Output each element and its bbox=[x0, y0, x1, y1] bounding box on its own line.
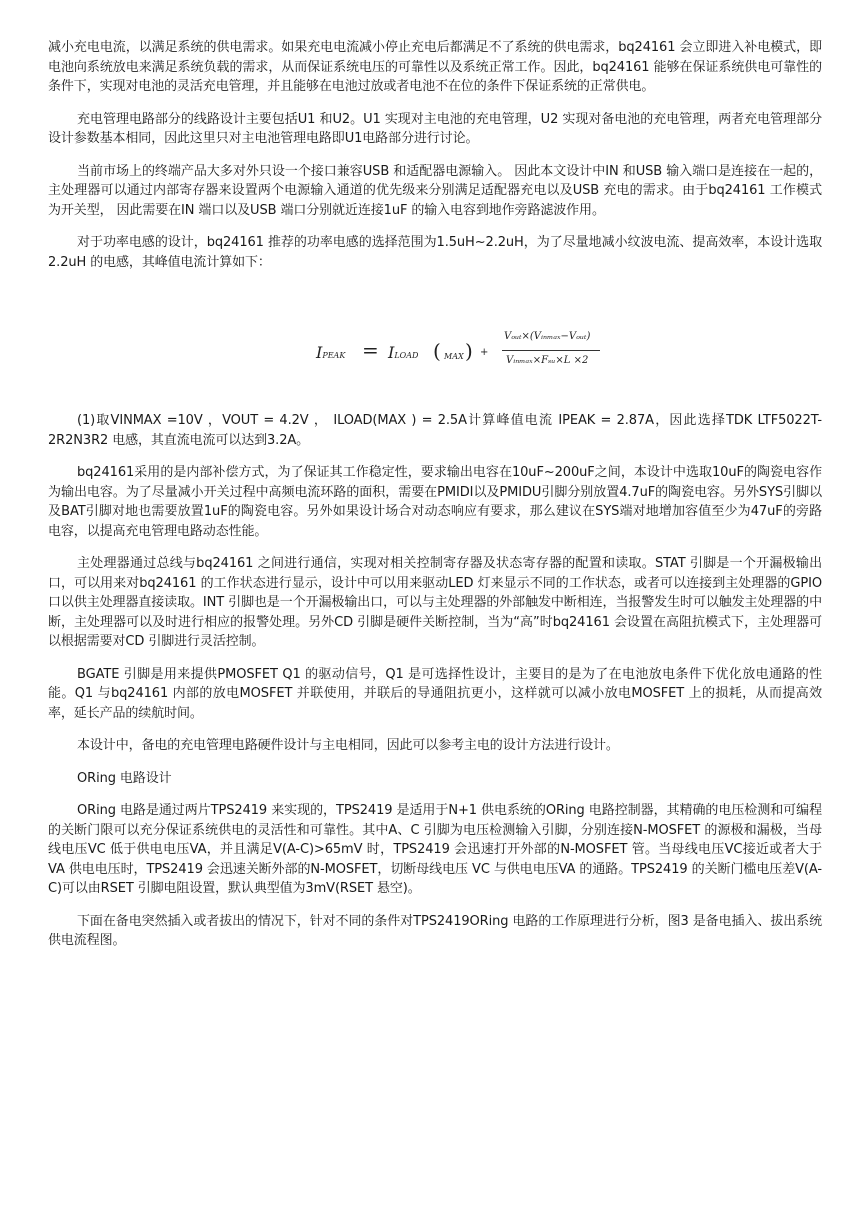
paragraph-peak-calculation: (1)取VINMAX =10V ，VOUT = 4.2V ， ILOAD(MAX ) = 2.5A计算峰值电流 IPEAK = 2.87A，因此选择TDK LTF5022T-2R2N3R2 电感，其直流电流可以达到3.2A。 bbox=[48, 413, 822, 448]
formula-denominator: Vᵢₙₘₐₓ×Fₛᵤ×L ×2 bbox=[506, 355, 589, 366]
formula-load-term: ILOAD bbox=[388, 343, 419, 362]
formula-block bbox=[48, 285, 822, 411]
paragraph-inductor-design: 对于功率电感的设计，bq24161 推荐的功率电感的选择范围为1.5uH~2.2uH，为了尽量地减小纹波电流、提高效率，本设计选取2.2uH 的电感，其峰值电流计算如下： bbox=[48, 235, 822, 270]
formula-numerator: Vₒᵤₜ×(Vᵢₙₘₐₓ−Vₒᵤₜ) bbox=[504, 331, 591, 342]
formula-paren-close: ) bbox=[465, 339, 473, 363]
paragraph-bgate-pin: BGATE 引脚是用来提供PMOSFET Q1 的驱动信号，Q1 是可选择性设计，主要目的是为了在电池放电条件下优化放电通路的性能。Q1 与bq24161 内部的放电MOSFET 并联使用，并联后的导通阻抗更小，这样就可以减小放电MOSFET 上的损耗，从而提高效率，延长产品的续航时间。 bbox=[48, 666, 822, 721]
section-heading-oring: ORing 电路设计 bbox=[77, 770, 172, 786]
paragraph-charge-current: 减小充电电流，以满足系统的供电需求。如果充电电流减小停止充电后都满足不了系统的供电需求，bq24161 会立即进入补电模式，即电池向系统放电来满足系统负载的需求，从而保证系统电压的可靠性以及系统正常工作。因此，bq24161 能够在保证系统供电可靠性的条件下，实现对电池的灵活充电管理，并且能够在电池过放或者电池不在位的条件下保证系统的正常供电。 bbox=[48, 40, 822, 94]
paragraph-oring-circuit: ORing 电路是通过两片TPS2419 来实现的，TPS2419 是适用于N+1 供电系统的ORing 电路控制器，其精确的电压检测和可编程的关断门限可以充分保证系统供电的灵活性和可靠性。其中A、C 引脚为电压检测输入引脚，分别连接N-MOSFET 的源极和漏极，当母线电压VC 低于供电电压VA，并且满足V(A-C)>65mV 时，TPS2419 会迅速打开外部的N-MOSFET 管。当母线电压VC接近或者大于VA 供电电压时，TPS2419 会迅速关断外部的N-MOSFET，切断母线电压 VC 与供电电压VA 的通路。TPS2419 的关断门槛电压差V(A-C)可以由RSET 引脚电阻设置，默认典型值为3mV(RSET 悬空)。 bbox=[48, 803, 822, 896]
formula-plus: + bbox=[480, 347, 489, 358]
paragraph-circuit-design: 充电管理电路部分的线路设计主要包括U1 和U2。U1 实现对主电池的充电管理，U2 实现对备电池的充电管理，两者充电管理部分设计参数基本相同，因此这里只对主电池管理电路即U1电路部分进行讨论。 bbox=[48, 111, 822, 146]
peak-current-formula bbox=[316, 331, 591, 379]
paragraph-backup-analysis: 下面在备电突然插入或者拔出的情况下，针对不同的条件对TPS2419ORing 电路的工作原理进行分析，图3 是备电插入、拔出系统供电流程图。 bbox=[48, 913, 822, 948]
formula-paren-arg: MAX bbox=[444, 352, 464, 361]
formula-equals: = bbox=[362, 338, 379, 362]
paragraph-output-capacitor: bq24161采用的是内部补偿方式，为了保证其工作稳定性，要求输出电容在10uF~200uF之间，本设计中选取10uF的陶瓷电容作为输出电容。为了尽量减小开关过程中高频电流环路的面积，需要在PMIDI以及PMIDU引脚分别放置4.7uF的陶瓷电容。另外SYS引脚以及BAT引脚对地也需要放置1uF的陶瓷电容。另外如果设计场合对动态响应有要求，那么建议在SYS端对地增加容值至少为47uF的旁路电容，以提高充电管理电路动态性能。 bbox=[48, 465, 822, 539]
formula-lhs: IPEAK bbox=[316, 343, 346, 362]
formula-paren-open: ( bbox=[433, 339, 441, 363]
paragraph-processor-communication: 主处理器通过总线与bq24161 之间进行通信，实现对相关控制寄存器及状态寄存器的配置和读取。STAT 引脚是一个开漏极输出口，可以用来对bq24161 的工作状态进行显示，设计中可以用来驱动LED 灯来显示不同的工作状态，或者可以连接到主处理器的GPIO 口以供主处理器直接读取。INT 引脚也是一个开漏极输出口，可以与主处理器的外部触发中断相连，当报警发生时可以触发主处理器的中断，主处理器可以及时进行相应的报警处理。另外CD 引脚是硬件关断控制，当为“高”时bq24161 会设置在高阻抗模式下，主处理器可以根据需要对CD 引脚进行灵活控制。 bbox=[48, 556, 822, 649]
paragraph-backup-design: 本设计中，备电的充电管理电路硬件设计与主电相同，因此可以参考主电的设计方法进行设计。 bbox=[77, 738, 619, 753]
paragraph-usb-input: 当前市场上的终端产品大多对外只设一个接口兼容USB 和适配器电源输入。 因此本文设计中IN 和USB 输入端口是连接在一起的，主处理器可以通过内部寄存器来设置两个电源输入通道的优先级来分别满足适配器充电以及USB 充电的需求。由于bq24161 工作模式为开关型， 因此需要在IN 端口以及USB 端口分别就近连接1uF 的输入电容到地作旁路滤波作用。 bbox=[48, 163, 822, 218]
formula-fraction-bar bbox=[502, 350, 600, 351]
document-body bbox=[48, 38, 822, 964]
